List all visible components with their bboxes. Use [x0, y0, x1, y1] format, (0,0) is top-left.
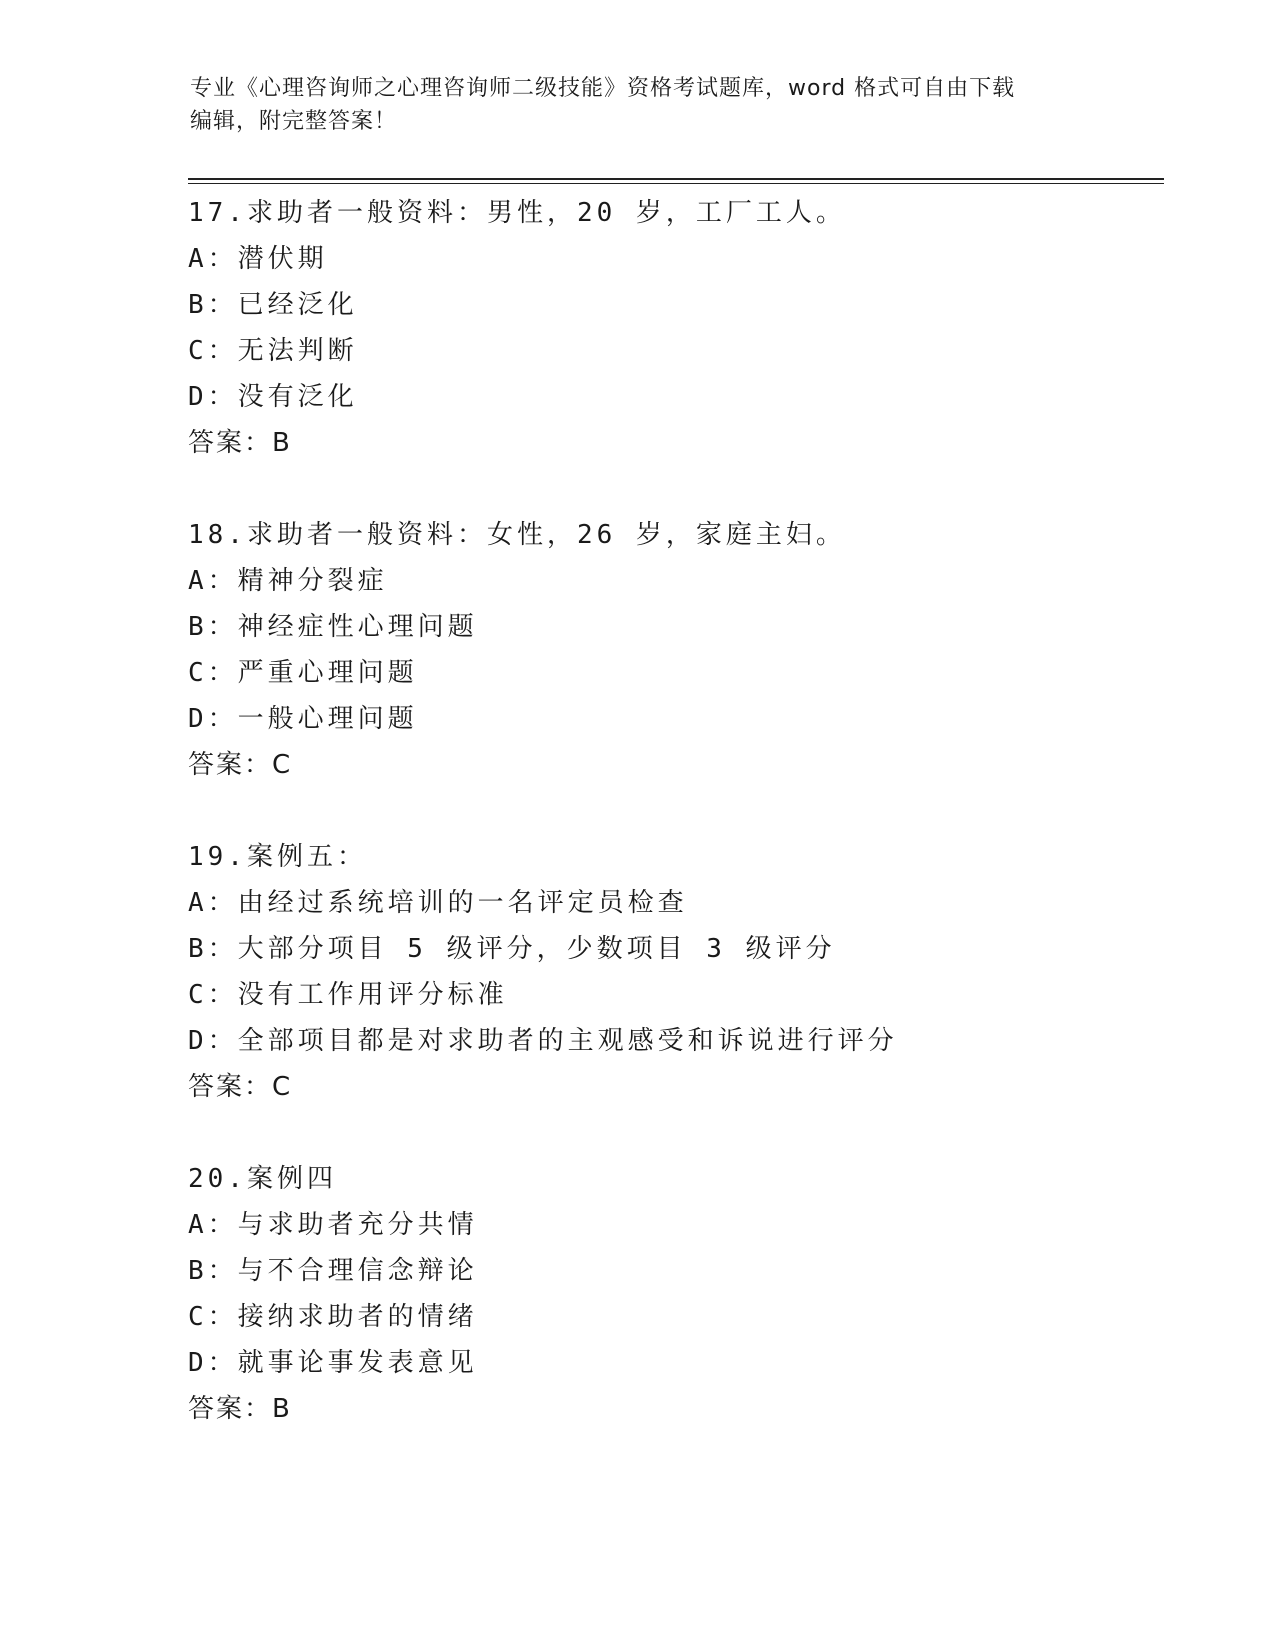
option-d: D：就事论事发表意见 — [188, 1348, 478, 1378]
answer-label: 答案：B — [188, 428, 292, 458]
header-line-2: 编辑，附完整答案！ — [190, 109, 398, 134]
header-line-1: 专业《心理咨询师之心理咨询师二级技能》资格考试题库，word 格式可自由下载 — [190, 76, 1016, 101]
question-19 — [188, 834, 1148, 1110]
option-b: B：大部分项目 5 级评分，少数项目 3 级评分 — [188, 934, 836, 964]
question-list — [188, 190, 1148, 1478]
option-a: A：精神分裂症 — [188, 566, 388, 596]
option-c: C：没有工作用评分标准 — [188, 980, 508, 1010]
header-divider-thin — [188, 183, 1164, 184]
option-b: B：与不合理信念辩论 — [188, 1256, 478, 1286]
header-divider — [188, 178, 1164, 180]
option-b: B：神经症性心理问题 — [188, 612, 478, 642]
option-c: C：严重心理问题 — [188, 658, 418, 688]
question-stem: 17.求助者一般资料：男性，20 岁，工厂工人。 — [188, 198, 846, 228]
option-c: C：无法判断 — [188, 336, 358, 366]
option-d: D：全部项目都是对求助者的主观感受和诉说进行评分 — [188, 1026, 898, 1056]
option-a: A：与求助者充分共情 — [188, 1210, 478, 1240]
option-b: B：已经泛化 — [188, 290, 358, 320]
option-d: D：没有泛化 — [188, 382, 358, 412]
question-stem: 19.案例五： — [188, 842, 367, 872]
option-d: D：一般心理问题 — [188, 704, 418, 734]
question-18 — [188, 512, 1148, 788]
question-stem: 18.求助者一般资料：女性，26 岁，家庭主妇。 — [188, 520, 846, 550]
answer-label: 答案：B — [188, 1394, 292, 1424]
option-c: C：接纳求助者的情绪 — [188, 1302, 478, 1332]
option-a: A：潜伏期 — [188, 244, 328, 274]
answer-label: 答案：C — [188, 750, 293, 780]
question-stem: 20.案例四 — [188, 1164, 337, 1194]
question-20 — [188, 1156, 1148, 1432]
document-header — [190, 72, 1090, 138]
question-17 — [188, 190, 1148, 466]
option-a: A：由经过系统培训的一名评定员检查 — [188, 888, 688, 918]
answer-label: 答案：C — [188, 1072, 293, 1102]
